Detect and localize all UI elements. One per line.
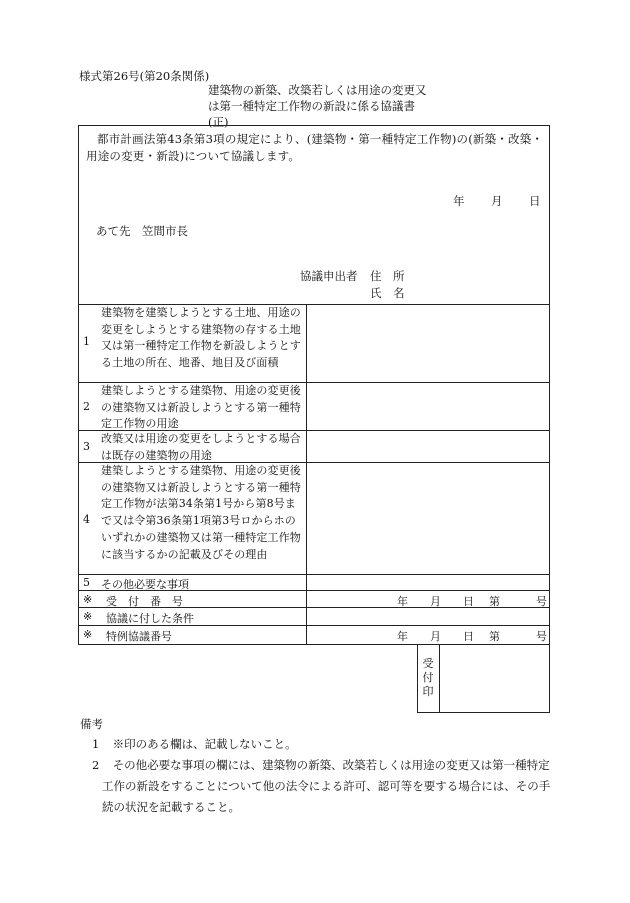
form-number: 様式第26号(第20条関係) [79,69,210,83]
receipt-day: 日 [463,595,474,608]
special-no-suffix: 号 [536,630,547,643]
conditions-label: 協議に付した条件 [106,612,194,625]
special-day: 日 [463,630,474,643]
note-1-text: ※印のある欄は、記載しないこと。 [112,737,297,751]
row-2-input[interactable] [308,384,548,428]
row-5-label: その他必要な事項 [101,578,189,591]
address-label: 住 所 [370,269,405,283]
row-2-label: 建築しようとする建築物、用途の変更後の建築物又は新設しようとする第一種特定工作物の用途 [101,384,301,431]
row-1-number: 1 [83,335,90,348]
note-2-line-1: その他必要な事項の欄には、建築物の新築、改築若しくは用途の変更又は第一種特定 [112,758,550,772]
receipt-number-label: 受 付 番 号 [106,595,183,608]
note-2-line-2: 工作の新設をすることについて他の法令による許可、認可等を要する場合には、その手 [102,779,551,793]
title-line-2: は第一種特定工作物の新設に係る協議書 [208,99,415,113]
row-2-number: 2 [83,400,90,413]
special-number-label: 特例協議番号 [106,630,172,643]
date-day: 日 [529,194,541,208]
special-number-mark: ※ [83,628,93,641]
note-1 [92,734,297,755]
receipt-no-suffix: 号 [536,595,547,608]
row-4-input[interactable] [308,464,548,572]
note-2-line-3: 続の状況を記載すること。 [102,800,240,814]
applicant-label: 協議申出者 [300,269,358,283]
note-2 [92,755,552,818]
date-month: 月 [491,194,503,208]
document-title [208,82,427,130]
date-year: 年 [453,194,465,208]
intro-text: 都市計画法第43条第3項の規定により、(建築物・第一種特定工作物)の(新築・改築・用途の変更・新設)について協議します。 [86,132,544,163]
special-no-prefix: 第 [489,630,500,643]
applicant-fields [370,268,405,302]
receipt-month: 月 [430,595,441,608]
row-4-number: 4 [83,513,90,526]
receipt-stamp-box [417,645,550,713]
row-4-label: 建築しようとする建築物、用途の変更後の建築物又は新設しようとする第一種特定工作物が法第34条第1号から第8号まで又は令第36条第1項第3号ロからホのいずれかの建築物又は第一種特定工作物に該当するかの記載及びその理由 [101,464,301,561]
row-3-number: 3 [83,440,90,453]
row-divider [78,574,550,575]
conditions-mark: ※ [83,610,93,623]
receipt-year: 年 [397,595,408,608]
intro-statement [86,131,546,165]
note-1-number: 1 [92,737,100,751]
title-line-1: 建築物の新築、改築若しくは用途の変更又 [208,83,427,97]
receipt-number-mark: ※ [83,593,93,606]
row-1-input[interactable] [308,306,548,380]
title-line-3: (正) [208,115,229,129]
row-3-label: 改築又は用途の変更をしようとする場合は既存の建築物の用途 [101,432,301,462]
notes-title: 備考 [80,717,103,731]
note-2-number: 2 [92,758,100,772]
name-label: 氏 名 [370,286,405,300]
receipt-stamp-label: 受付印 [422,657,434,698]
receipt-no-prefix: 第 [489,595,500,608]
row-3-input[interactable] [308,432,548,460]
addressee: あて先 笠間市長 [96,224,188,238]
special-year: 年 [397,630,408,643]
row-5-input[interactable] [308,576,548,589]
receipt-stamp-divider [439,645,440,713]
row-1-label: 建築物を建築しようとする土地、用途の変更をしようとする建築物の存する土地又は第一種特定工作物を新設しようとする土地の所在、地番、地目及び面積 [101,306,301,370]
special-month: 月 [430,630,441,643]
row-5-number: 5 [83,576,90,589]
submission-date [453,193,541,209]
column-divider [306,304,307,645]
